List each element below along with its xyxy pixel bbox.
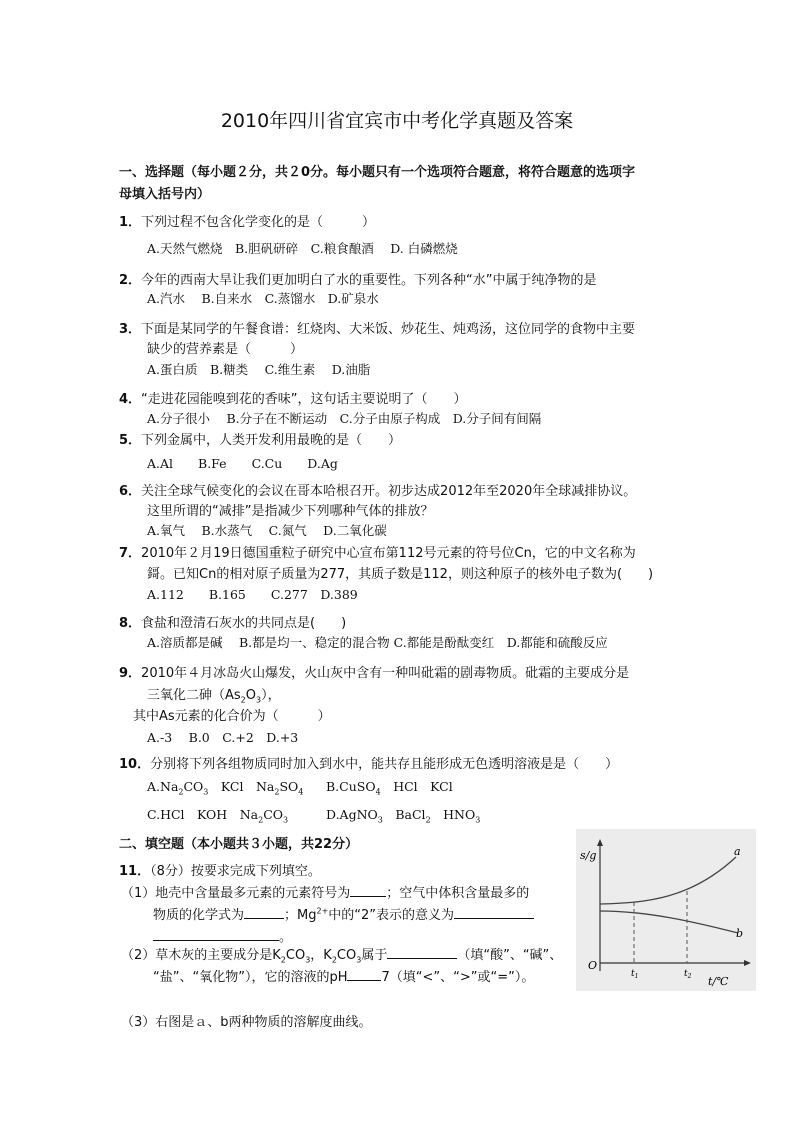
question-8: 8．食盐和澄清石灰水的共同点是( ) (119, 616, 347, 631)
y-axis-label: s/g (580, 849, 597, 862)
question-10-option-a: $A.Na_2CO_3$ KCl $Na_2SO_4$ (147, 779, 304, 797)
section2-heading: 二、填空题（本小题共３小题，共22分） (119, 837, 359, 852)
question-6-options: A.氧气 B.水蒸气 C.氮气 D.二氧化碳 (147, 523, 387, 538)
question-8-options: A.溶质都是碱 B.都是均一、稳定的混合物 C.都能是酚酞变红 D.都能和硫酸反应 (147, 635, 608, 650)
section1-heading: 一、选择题（每小题２分，共２0分。每小题只有一个选项符合题意，将符合题意的选项字 (119, 165, 636, 180)
page-title: 2010年四川省宜宾市中考化学真题及答案 (220, 110, 574, 132)
question-11-part-3: （3）右图是ａ、b两种物质的溶解度曲线。 (121, 1015, 372, 1030)
question-3: 3．下面是某同学的午餐食谱：红烧肉、大米饭、炒花生、炖鸡汤，这位同学的食物中主要 (119, 322, 636, 337)
question-3-cont: 缺少的营养素是（ ） (147, 342, 304, 357)
solubility-figure (576, 829, 756, 991)
question-5: 5．下列金属中，人类开发利用最晚的是（ ） (119, 433, 402, 448)
t1-label: $t_1$ (631, 969, 639, 980)
t2-label: $t_2$ (684, 969, 692, 980)
question-2-options: A.汽水 B.自来水 C.蒸馏水 D.矿泉水 (147, 291, 379, 306)
question-6-cont: 这里所谓的“减排”是指减少下列哪种气体的排放？ (147, 504, 434, 519)
question-10: 10．分别将下列各组物质同时加入到水中，能共存且能形成无色透明溶液是是（ ） (119, 757, 619, 772)
question-9-options: A.-3 B.0 C.+2 D.+3 (147, 730, 299, 745)
curve-a-label: a (734, 845, 741, 858)
question-1: 1．下列过程不包含化学变化的是（ ） (119, 215, 376, 230)
question-4-options: A.分子很小 B.分子在不断运动 C.分子由原子构成 D.分子间有间隔 (147, 411, 542, 426)
curve-b-label: b (736, 927, 744, 940)
section1-heading-cont: 母填入括号内） (119, 187, 211, 202)
question-7-options: A.112 B.165 C.277 D.389 (147, 587, 358, 602)
question-11-part-2-cont: “盐”、“氧化物”），它的溶液的pH 7（填“<”、“>”或“=”）。 (153, 970, 535, 985)
question-5-options: A.Al B.Fe C.Cu D.Ag (147, 456, 338, 471)
y-axis-arrow (597, 839, 603, 846)
x-axis-arrow (744, 960, 751, 966)
question-4: 4．“走进花园能嗅到花的香味”，这句话主要说明了（ ） (119, 392, 467, 407)
origin-label: O (588, 959, 598, 972)
question-9-cont2: 其中As元素的化合价为（ ） (133, 709, 331, 724)
solubility-curve-chart (576, 829, 756, 991)
question-9-cont: 三氧化二砷$(As_2O_3)$， (147, 688, 281, 705)
question-10-option-c: C.HCl KOH $Na_2CO_3$ (147, 807, 289, 825)
question-6: 6．关注全球气候变化的会议在哥本哈根召开。初步达成2012年至2020年全球减排协议。 (119, 484, 637, 499)
curve-a (600, 857, 736, 904)
question-11: 11．（8分）按要求完成下列填空。 (119, 864, 321, 879)
question-3-options: A.蛋白质 B.糖类 C.维生素 D.油脂 (147, 362, 371, 377)
question-11-part-1: （1）地壳中含量最多元素的元素符号为 ；空气中体积含量最多的 (121, 886, 530, 901)
question-11-part-1-end: 。 (153, 926, 292, 945)
question-9: 9．2010年４月冰岛火山爆发，火山灰中含有一种叫砒霜的剧毒物质。砒霜的主要成分是 (119, 666, 630, 681)
x-axis-label: t/℃ (708, 975, 729, 988)
question-7-cont: 鎶。已知Cn的相对原子质量为277，其质子数是112，则这种原子的核外电子数为( ) (147, 567, 654, 582)
question-7: 7．2010年２月19日德国重粒子研究中心宣布第112号元素的符号位Cn，它的中文名称为 (119, 546, 636, 561)
curve-b (600, 911, 738, 933)
question-11-part-1-cont: 物质的化学式为 ；$Mg^{2+}$中的“2”表示的意义为 (153, 904, 534, 923)
question-10-option-b: B.CuSO$_4$ HCl KCl (326, 779, 453, 797)
question-10-option-d: D.AgNO$_3$ BaCl$_2$ $HNO_3$ (326, 807, 481, 825)
question-11-part-2: （2）草木灰的主要成分是$K_2CO_3$，$K_2CO_3$属于 （填“酸”、“碱”、 (121, 948, 563, 965)
question-1-options: A.天然气燃烧 B.胆矾研碎 C.粮食酿酒 D. 白磷燃烧 (147, 241, 458, 256)
question-2: 2．今年的西南大旱让我们更加明白了水的重要性。下列各种“水”中属于纯净物的是 (119, 273, 597, 288)
